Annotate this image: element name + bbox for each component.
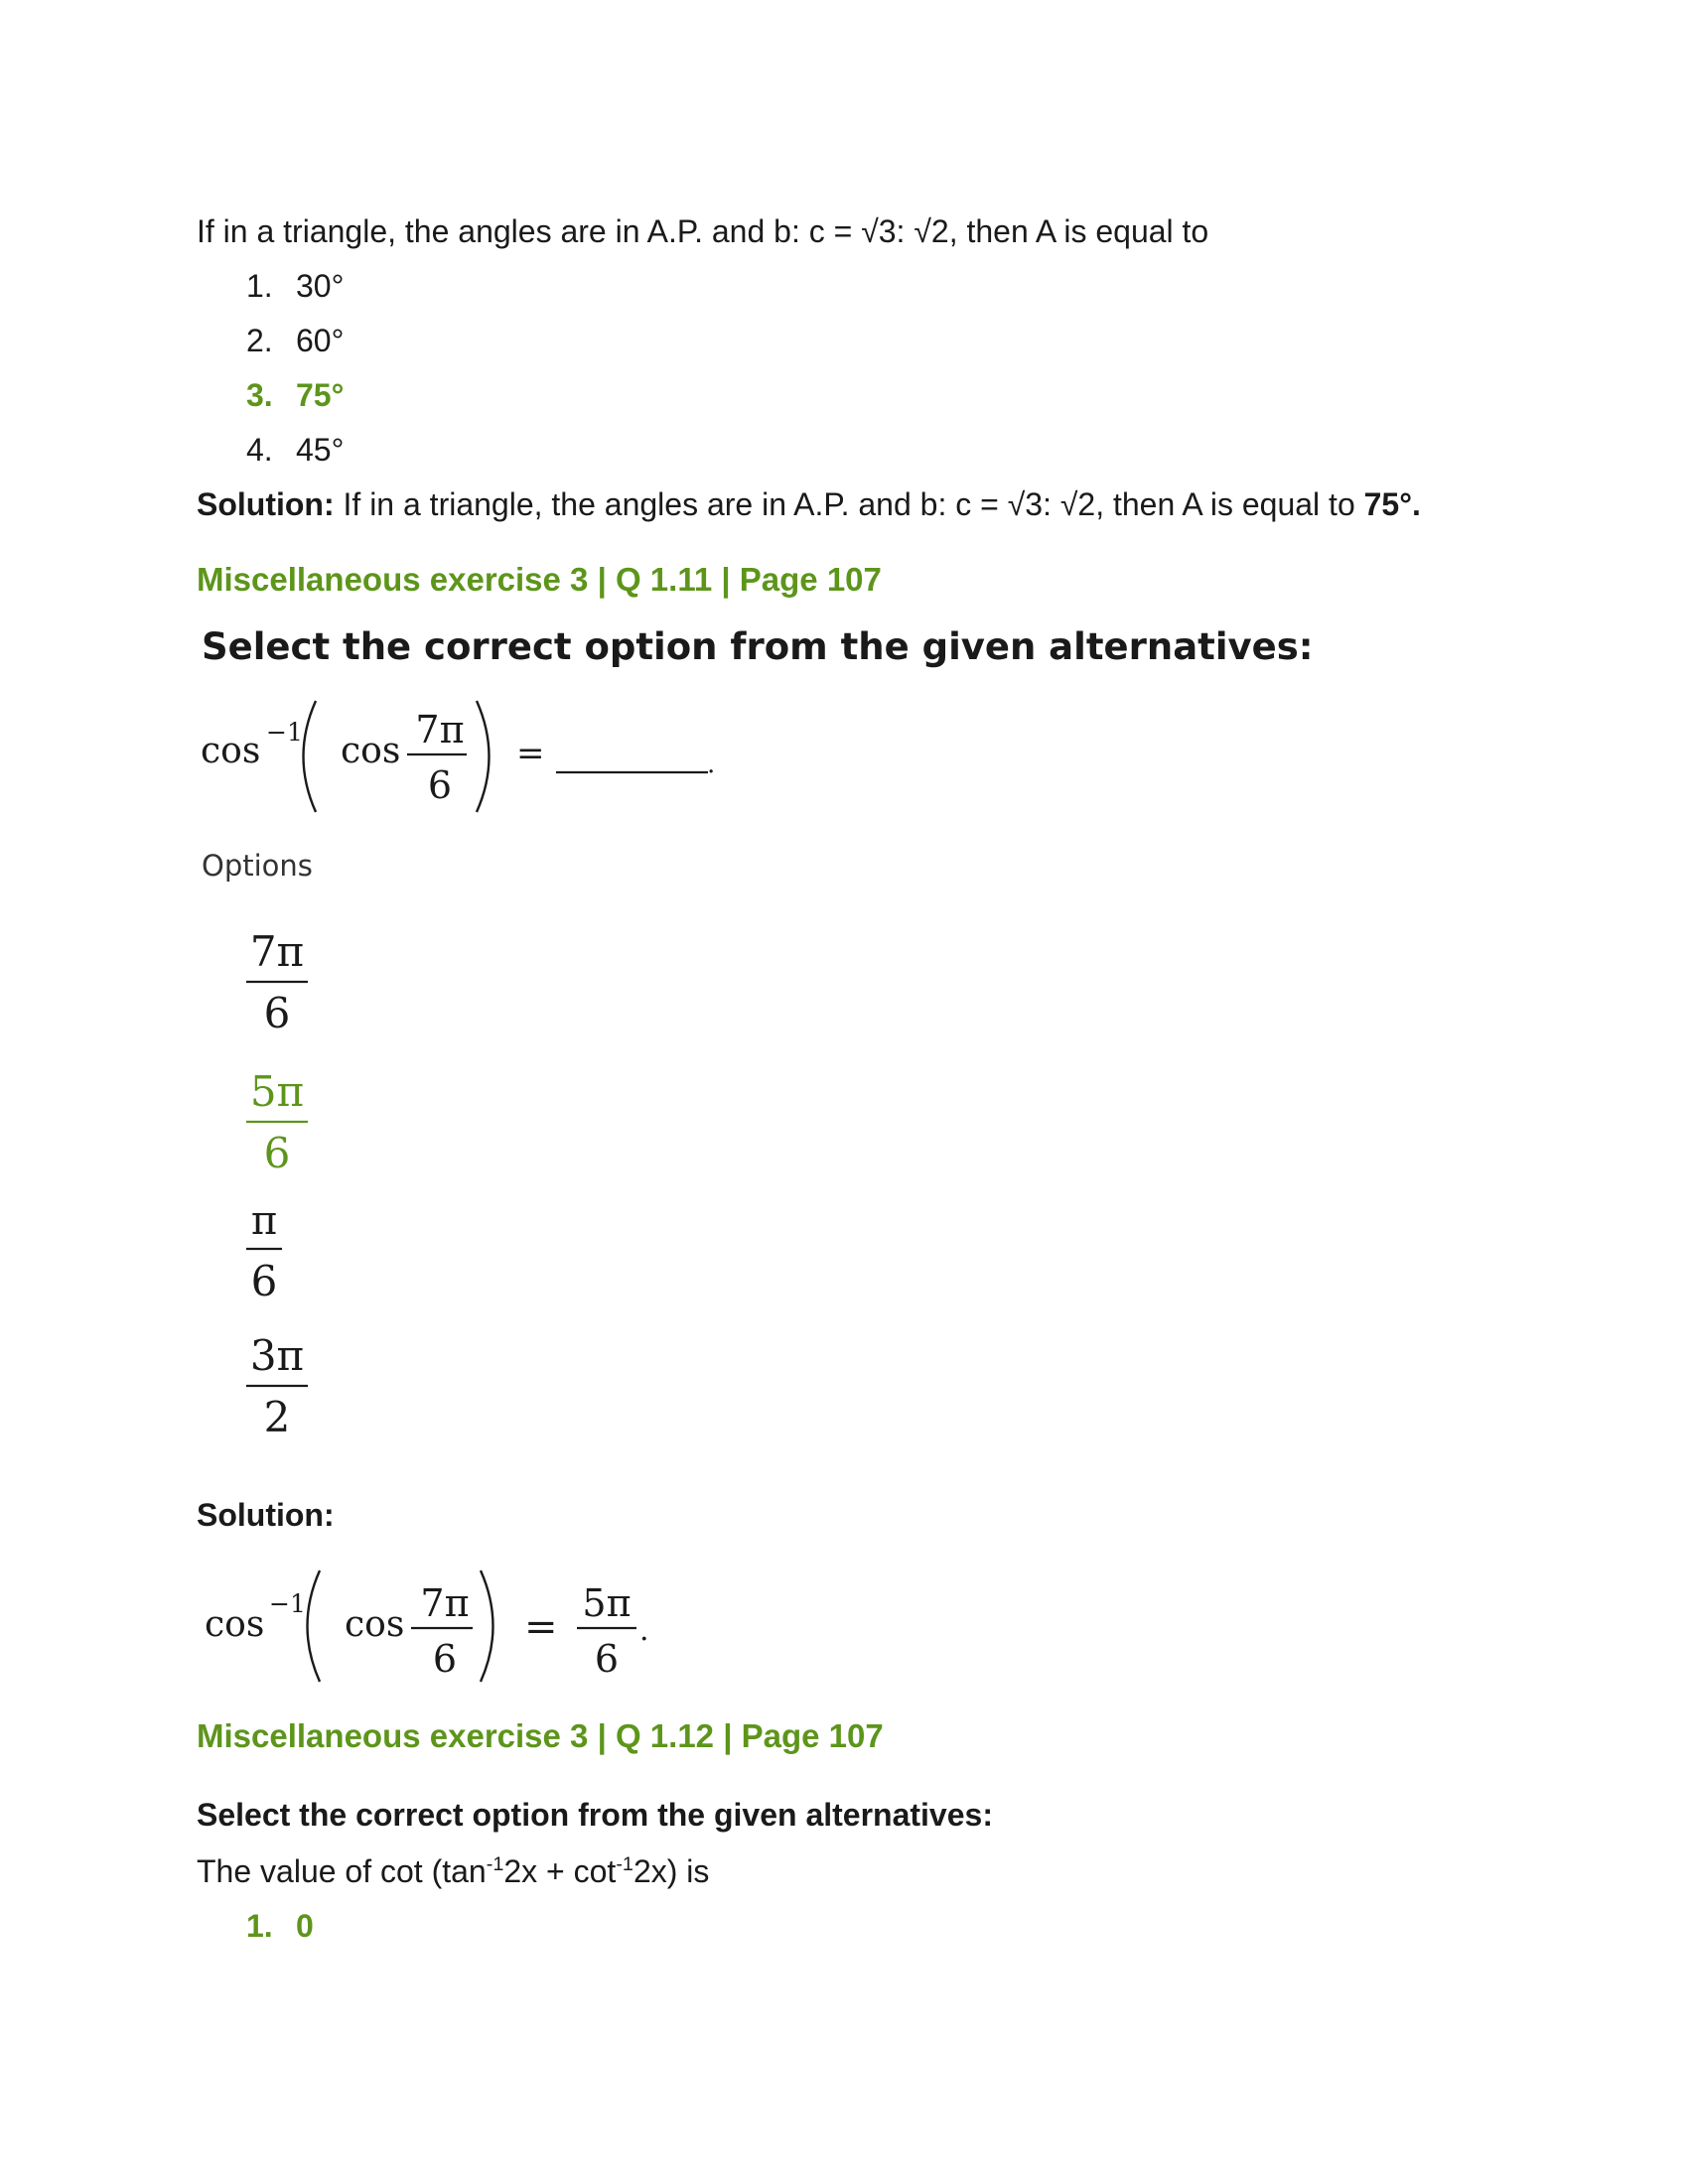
- option-numerator: 7π: [249, 927, 305, 976]
- expr-period: .: [707, 750, 716, 779]
- expr-equals: =: [516, 734, 545, 773]
- expr-inv: −1: [266, 718, 303, 747]
- q3-sup-2: -1: [616, 1853, 633, 1876]
- option-numerator: 3π: [249, 1331, 305, 1380]
- q3-text-pre: The value of cot (tan: [197, 1853, 487, 1889]
- q2-option-4[interactable]: [238, 1322, 328, 1451]
- q2-heading-link[interactable]: Miscellaneous exercise 3 | Q 1.11 | Page 107: [197, 561, 882, 598]
- option-number: 2.: [246, 323, 273, 358]
- q2-option-1[interactable]: [238, 918, 328, 1047]
- expr-numerator: 7π: [420, 1581, 470, 1625]
- q1-option-3-correct[interactable]: [246, 375, 344, 415]
- q2-solution-label: Solution:: [197, 1497, 335, 1533]
- option-denominator: 6: [250, 1257, 278, 1305]
- options-label: Options: [202, 849, 313, 883]
- option-numerator: π: [250, 1198, 278, 1244]
- result-denominator: 6: [594, 1637, 620, 1681]
- right-paren: [477, 701, 490, 812]
- option-number: 1.: [246, 268, 273, 304]
- solution-label: Solution:: [197, 486, 335, 522]
- q1-option-4[interactable]: [246, 430, 344, 470]
- q3-option-1-correct[interactable]: [246, 1906, 314, 1946]
- q1-solution: [197, 484, 1421, 524]
- q2-solution-expression: [197, 1561, 673, 1690]
- option-numerator: 5π: [249, 1067, 305, 1116]
- q3-instruction: Select the correct option from the given alternatives:: [197, 1797, 993, 1833]
- expr-period: .: [639, 1613, 649, 1648]
- left-paren: [304, 701, 317, 812]
- option-text: 0: [296, 1908, 314, 1944]
- expr-denominator: 6: [427, 763, 453, 807]
- q1-option-2[interactable]: [246, 321, 344, 360]
- result-numerator: 5π: [582, 1581, 632, 1625]
- q3-text-post: 2x) is: [633, 1853, 710, 1889]
- option-number: 1.: [246, 1908, 273, 1944]
- solution-text: If in a triangle, the angles are in A.P. and b: c = √3: √2, then A is equal to: [334, 486, 1364, 522]
- right-paren: [481, 1570, 493, 1682]
- option-denominator: 2: [263, 1393, 291, 1441]
- option-denominator: 6: [263, 989, 291, 1037]
- q2-instruction: Select the correct option from the given alternatives:: [202, 625, 1314, 668]
- q2-option-2-correct[interactable]: [238, 1058, 328, 1187]
- q1-question: If in a triangle, the angles are in A.P. and b: c = √3: √2, then A is equal to: [197, 213, 1209, 249]
- expr-inner-fn: cos: [345, 1604, 405, 1645]
- expr-inv: −1: [269, 1589, 306, 1618]
- q3-sup-1: -1: [486, 1853, 504, 1876]
- option-text: 30°: [296, 268, 345, 304]
- expr-equals: =: [524, 1604, 558, 1650]
- option-text: 60°: [296, 323, 345, 358]
- q1-option-1[interactable]: [246, 266, 344, 306]
- option-denominator: 6: [263, 1129, 291, 1177]
- expr-inner-fn: cos: [341, 731, 401, 771]
- q3-question: [197, 1851, 709, 1891]
- q3-text-mid: 2x + cot: [503, 1853, 617, 1889]
- expr-fn: cos: [201, 731, 261, 771]
- solution-answer: 75°.: [1363, 486, 1421, 522]
- left-paren: [308, 1570, 321, 1682]
- option-number: 3.: [246, 377, 273, 413]
- expr-numerator: 7π: [415, 708, 465, 751]
- option-text: 75°: [296, 377, 345, 413]
- expr-fn: cos: [205, 1604, 265, 1645]
- q2-expression: [197, 693, 753, 822]
- option-text: 45°: [296, 432, 345, 468]
- option-number: 4.: [246, 432, 273, 468]
- q3-heading-link[interactable]: Miscellaneous exercise 3 | Q 1.12 | Page 107: [197, 1717, 884, 1754]
- expr-denominator: 6: [432, 1637, 458, 1681]
- q2-option-3[interactable]: [238, 1186, 328, 1315]
